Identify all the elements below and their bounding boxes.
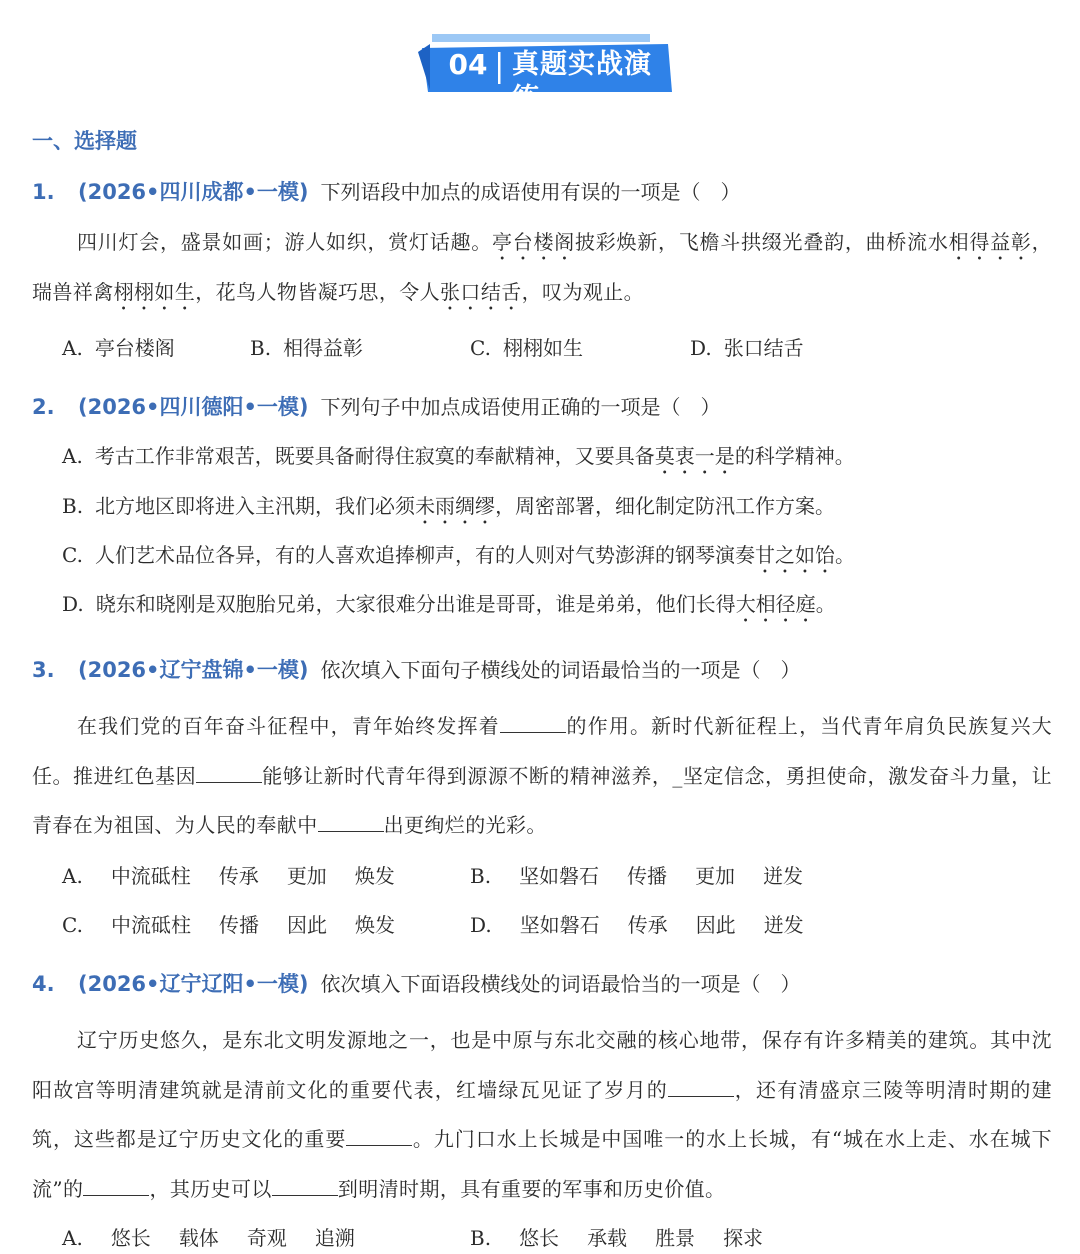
question-4-header xyxy=(32,968,801,1000)
question-source: (2026•辽宁盘锦•一模) xyxy=(78,658,309,682)
question-2-header xyxy=(32,391,721,423)
fill-blank xyxy=(668,1076,734,1097)
fill-blank xyxy=(346,1125,412,1146)
question-number: 4. xyxy=(32,972,55,996)
section-banner xyxy=(418,30,674,114)
question-3-passage: 在我们党的百年奋斗征程中，青年始终发挥着 的作用。新时代新征程上，当代青年肩负民族复兴大任。推进红色基因 能够让新时代青年得到源源不断的精神滋养，_坚定信念，勇担使命，激发奋斗力量，让青春在为祖国、为人民的奉献中 出更绚烂的光彩。 xyxy=(32,714,1053,837)
emphasized-idiom: 大相径庭 xyxy=(735,592,816,616)
question-source: (2026•四川德阳•一模) xyxy=(78,395,309,419)
section-title: 一、选择题 xyxy=(32,129,137,153)
option-c[interactable]: C. 中流砥柱 传播 因此 焕发 xyxy=(62,913,395,937)
fill-blank xyxy=(83,1175,149,1196)
question-4-passage: 辽宁历史悠久，是东北文明发源地之一，也是中原与东北交融的核心地带，保存有许多精美的建筑。其中沈阳故宫等明清建筑就是清前文化的重要代表，红墙绿瓦见证了岁月的 ，还有清盛京三陵等明清时期的建筑，这些都是辽宁历史文化的重要 。九门口水上长城是中国唯一的水上长城，有“城在水上走、水在城下流”的 ，其历史可以 到明清时期，具有重要的军事和历史价值。 xyxy=(32,1028,1053,1201)
option-c[interactable]: C. 栩栩如生 xyxy=(470,336,583,360)
emphasized-idiom: 未雨绸缪 xyxy=(415,494,496,518)
fill-blank xyxy=(318,811,384,832)
question-stem: 下列句子中加点成语使用正确的一项是（ ） xyxy=(320,395,721,419)
fill-blank xyxy=(500,712,566,733)
emphasized-idiom: 栩栩如生 xyxy=(113,279,196,304)
question-source: (2026•四川成都•一模) xyxy=(78,180,309,204)
question-source: (2026•辽宁辽阳•一模) xyxy=(78,972,309,996)
emphasized-idiom: 莫衷一是 xyxy=(654,444,735,468)
option-a[interactable]: A. 考古工作非常艰苦，既要具备耐得住寂寞的奉献精神，又要具备莫衷一是的科学精神。 xyxy=(62,444,855,468)
banner-title: 真题实战演练 xyxy=(512,49,652,114)
option-d[interactable]: D. 张口结舌 xyxy=(690,336,804,360)
question-stem: 依次填入下面语段横线处的词语最恰当的一项是（ ） xyxy=(320,972,801,996)
option-b[interactable]: B. 坚如磐石 传播 更加 迸发 xyxy=(470,864,804,888)
option-c[interactable]: C. 人们艺术品位各异，有的人喜欢追捧柳声，有的人则对气势澎湃的钢琴演奏甘之如饴。 xyxy=(62,543,855,567)
question-1-header xyxy=(32,176,741,208)
emphasized-idiom: 甘之如饴 xyxy=(754,543,835,567)
option-d[interactable]: D. 坚如磐石 传承 因此 迸发 xyxy=(470,913,804,937)
question-stem: 下列语段中加点的成语使用有误的一项是（ ） xyxy=(320,180,741,204)
question-stem: 依次填入下面句子横线处的词语最恰当的一项是（ ） xyxy=(320,658,801,682)
fill-blank xyxy=(272,1175,338,1196)
option-a[interactable]: A. 中流砥柱 传承 更加 焕发 xyxy=(62,864,395,888)
question-number: 2. xyxy=(32,395,55,419)
option-b[interactable]: B. 相得益彰 xyxy=(250,336,364,360)
question-1-passage: 四川灯会，盛景如画；游人如织，赏灯话趣。亭台楼阁披彩焕新，飞檐斗拱缀光叠韵，曲桥流水相得益彰，瑞兽祥禽栩栩如生，花鸟人物皆凝巧思，令人张口结舌，叹为观止。 xyxy=(32,230,1052,304)
option-d[interactable]: D. 晓东和晓刚是双胞胎兄弟，大家很难分出谁是哥哥，谁是弟弟，他们长得大相径庭。 xyxy=(62,592,836,616)
option-a[interactable]: A. 悠长 载体 奇观 追溯 xyxy=(62,1226,355,1250)
emphasized-idiom: 亭台楼阁 xyxy=(492,230,576,254)
question-number: 1. xyxy=(32,180,55,204)
option-b[interactable]: B. 北方地区即将进入主汛期，我们必须未雨绸缪，周密部署，细化制定防汛工作方案。 xyxy=(62,494,836,518)
question-number: 3. xyxy=(32,658,55,682)
question-3-header xyxy=(32,654,801,686)
fill-blank xyxy=(196,762,262,783)
option-a[interactable]: A. 亭台楼阁 xyxy=(62,336,175,360)
banner-number: 04 xyxy=(448,48,488,81)
emphasized-idiom: 相得益彰 xyxy=(948,230,1032,254)
option-b[interactable]: B. 悠长 承载 胜景 探求 xyxy=(470,1226,764,1250)
emphasized-idiom: 张口结舌 xyxy=(440,279,522,304)
